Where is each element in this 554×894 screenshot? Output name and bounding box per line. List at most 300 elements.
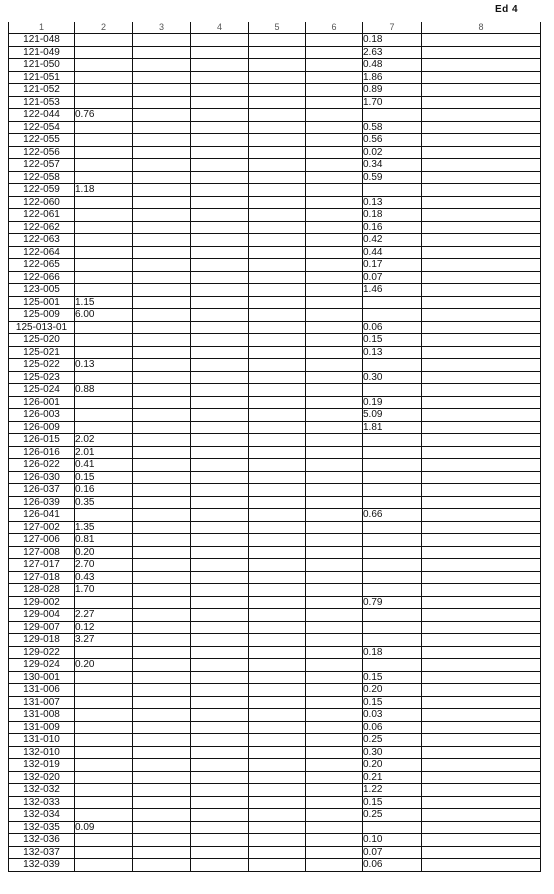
empty-cell [306,709,363,722]
row-code-cell: 130-001 [9,671,75,684]
column-header: 4 [191,22,249,34]
table-row [9,596,541,609]
empty-cell [306,634,363,647]
col7-value-cell [363,659,422,672]
col7-value-cell: 0.18 [363,209,422,222]
col2-value-cell [75,746,133,759]
table-row [9,259,541,272]
col7-value-cell [363,534,422,547]
col7-value-cell [363,459,422,472]
empty-cell [422,434,541,447]
empty-cell [249,196,306,209]
table-row [9,834,541,847]
empty-cell [133,509,191,522]
table-row [9,96,541,109]
col2-value-cell: 0.20 [75,546,133,559]
empty-cell [422,346,541,359]
empty-cell [306,334,363,347]
empty-cell [249,146,306,159]
empty-cell [422,696,541,709]
col7-value-cell: 0.30 [363,371,422,384]
col2-value-cell [75,646,133,659]
empty-cell [133,646,191,659]
empty-cell [191,59,249,72]
col2-value-cell [75,284,133,297]
empty-cell [422,409,541,422]
col7-value-cell: 0.19 [363,396,422,409]
empty-cell [191,196,249,209]
empty-cell [422,471,541,484]
empty-cell [249,646,306,659]
col7-value-cell [363,296,422,309]
col7-value-cell [363,359,422,372]
empty-cell [422,634,541,647]
empty-cell [422,546,541,559]
col7-value-cell: 0.07 [363,271,422,284]
empty-cell [422,784,541,797]
empty-cell [249,171,306,184]
row-code-cell: 132-036 [9,834,75,847]
empty-cell [306,171,363,184]
empty-cell [191,159,249,172]
table-row [9,759,541,772]
col2-value-cell: 1.15 [75,296,133,309]
col7-value-cell [363,184,422,197]
col2-value-cell [75,771,133,784]
empty-cell [249,121,306,134]
empty-cell [191,421,249,434]
row-code-cell: 128-028 [9,584,75,597]
empty-cell [133,846,191,859]
empty-cell [191,459,249,472]
col7-value-cell: 1.81 [363,421,422,434]
row-code-cell: 126-030 [9,471,75,484]
empty-cell [422,609,541,622]
empty-cell [306,159,363,172]
col7-value-cell: 0.15 [363,796,422,809]
empty-cell [191,534,249,547]
col7-value-cell: 0.89 [363,84,422,97]
empty-cell [249,421,306,434]
column-header: 6 [306,22,363,34]
col7-value-cell [363,634,422,647]
row-code-cell: 125-022 [9,359,75,372]
empty-cell [191,146,249,159]
col7-value-cell: 0.21 [363,771,422,784]
row-code-cell: 131-006 [9,684,75,697]
row-code-cell: 122-055 [9,134,75,147]
empty-cell [249,184,306,197]
empty-cell [191,321,249,334]
row-code-cell: 132-035 [9,821,75,834]
row-code-cell: 125-024 [9,384,75,397]
empty-cell [133,684,191,697]
col2-value-cell [75,421,133,434]
empty-cell [249,359,306,372]
empty-cell [422,671,541,684]
empty-cell [422,859,541,872]
column-header: 2 [75,22,133,34]
empty-cell [249,721,306,734]
header-row [9,22,541,34]
table-row [9,159,541,172]
table-row [9,359,541,372]
empty-cell [191,384,249,397]
table-row [9,646,541,659]
empty-cell [191,284,249,297]
col2-value-cell [75,146,133,159]
empty-cell [133,559,191,572]
empty-cell [133,746,191,759]
col2-value-cell [75,196,133,209]
table-row [9,146,541,159]
col2-value-cell: 0.20 [75,659,133,672]
col7-value-cell: 0.15 [363,671,422,684]
empty-cell [191,609,249,622]
row-code-cell: 126-003 [9,409,75,422]
empty-cell [249,496,306,509]
empty-cell [191,496,249,509]
empty-cell [306,309,363,322]
col2-value-cell: 0.43 [75,571,133,584]
table-row [9,109,541,122]
empty-cell [422,321,541,334]
empty-cell [191,46,249,59]
empty-cell [249,696,306,709]
col7-value-cell: 0.58 [363,121,422,134]
empty-cell [422,246,541,259]
table-row [9,459,541,472]
row-code-cell: 122-061 [9,209,75,222]
col2-value-cell: 0.76 [75,109,133,122]
empty-cell [133,109,191,122]
col7-value-cell: 0.20 [363,759,422,772]
row-code-cell: 126-039 [9,496,75,509]
empty-cell [422,484,541,497]
col7-value-cell: 0.66 [363,509,422,522]
row-code-cell: 125-009 [9,309,75,322]
col7-value-cell: 0.18 [363,646,422,659]
empty-cell [306,71,363,84]
col2-value-cell [75,96,133,109]
column-header: 3 [133,22,191,34]
empty-cell [306,596,363,609]
empty-cell [191,846,249,859]
empty-cell [249,109,306,122]
empty-cell [191,634,249,647]
col7-value-cell [363,496,422,509]
empty-cell [306,146,363,159]
col7-value-cell [363,571,422,584]
empty-cell [249,284,306,297]
col2-value-cell: 0.41 [75,459,133,472]
empty-cell [306,259,363,272]
empty-cell [422,71,541,84]
col7-value-cell: 0.18 [363,34,422,47]
col7-value-cell: 0.07 [363,846,422,859]
empty-cell [306,621,363,634]
empty-cell [422,446,541,459]
row-code-cell: 131-008 [9,709,75,722]
table-row [9,321,541,334]
table-row [9,334,541,347]
empty-cell [249,434,306,447]
empty-cell [306,834,363,847]
table-row [9,609,541,622]
col7-value-cell: 0.06 [363,859,422,872]
col2-value-cell [75,671,133,684]
empty-cell [133,446,191,459]
empty-cell [249,546,306,559]
empty-cell [306,496,363,509]
col2-value-cell [75,734,133,747]
empty-cell [191,484,249,497]
empty-cell [306,209,363,222]
table-row [9,134,541,147]
col2-value-cell: 2.02 [75,434,133,447]
column-header: 1 [9,22,75,34]
table-row [9,846,541,859]
col7-value-cell: 0.42 [363,234,422,247]
empty-cell [133,834,191,847]
empty-cell [133,609,191,622]
empty-cell [133,159,191,172]
empty-cell [133,234,191,247]
empty-cell [306,534,363,547]
empty-cell [133,671,191,684]
table-row [9,546,541,559]
col2-value-cell: 1.18 [75,184,133,197]
empty-cell [422,521,541,534]
col2-value-cell [75,759,133,772]
empty-cell [191,446,249,459]
empty-cell [249,346,306,359]
col7-value-cell [363,546,422,559]
empty-cell [422,584,541,597]
empty-cell [133,96,191,109]
empty-cell [191,659,249,672]
table-row [9,534,541,547]
empty-cell [422,221,541,234]
empty-cell [133,334,191,347]
empty-cell [306,396,363,409]
empty-cell [191,309,249,322]
col7-value-cell [363,609,422,622]
col7-value-cell: 0.25 [363,809,422,822]
empty-cell [249,846,306,859]
empty-cell [191,596,249,609]
col7-value-cell: 0.10 [363,834,422,847]
table-row [9,421,541,434]
empty-cell [133,796,191,809]
empty-cell [191,584,249,597]
table-row [9,121,541,134]
empty-cell [306,296,363,309]
row-code-cell: 129-002 [9,596,75,609]
col7-value-cell: 1.70 [363,96,422,109]
empty-cell [422,234,541,247]
col2-value-cell [75,784,133,797]
empty-cell [133,621,191,634]
row-code-cell: 125-021 [9,346,75,359]
empty-cell [249,671,306,684]
table-row [9,284,541,297]
empty-cell [306,346,363,359]
col2-value-cell [75,46,133,59]
empty-cell [422,684,541,697]
empty-cell [249,234,306,247]
empty-cell [249,409,306,422]
row-code-cell: 122-058 [9,171,75,184]
row-code-cell: 131-009 [9,721,75,734]
row-code-cell: 126-041 [9,509,75,522]
empty-cell [422,809,541,822]
col7-value-cell: 1.46 [363,284,422,297]
row-code-cell: 121-049 [9,46,75,59]
row-code-cell: 127-018 [9,571,75,584]
row-code-cell: 122-060 [9,196,75,209]
row-code-cell: 122-044 [9,109,75,122]
empty-cell [249,321,306,334]
table-row [9,734,541,747]
empty-cell [191,746,249,759]
empty-cell [191,734,249,747]
empty-cell [133,46,191,59]
empty-cell [249,659,306,672]
empty-cell [191,134,249,147]
col2-value-cell: 2.70 [75,559,133,572]
empty-cell [306,859,363,872]
table-row [9,434,541,447]
row-code-cell: 131-010 [9,734,75,747]
table-row [9,221,541,234]
table-row [9,521,541,534]
empty-cell [306,371,363,384]
table-row [9,559,541,572]
empty-cell [422,359,541,372]
empty-cell [249,596,306,609]
empty-cell [306,446,363,459]
empty-cell [249,859,306,872]
empty-cell [249,796,306,809]
col2-value-cell: 2.27 [75,609,133,622]
col7-value-cell [363,384,422,397]
empty-cell [422,534,541,547]
empty-cell [422,84,541,97]
col7-value-cell: 0.34 [363,159,422,172]
empty-cell [422,496,541,509]
table-row [9,471,541,484]
table-row [9,784,541,797]
col2-value-cell [75,71,133,84]
row-code-cell: 132-032 [9,784,75,797]
row-code-cell: 132-019 [9,759,75,772]
empty-cell [133,734,191,747]
empty-cell [306,196,363,209]
table-row [9,671,541,684]
empty-cell [306,546,363,559]
empty-cell [191,809,249,822]
empty-cell [133,384,191,397]
empty-cell [191,771,249,784]
empty-cell [249,771,306,784]
table-row [9,71,541,84]
empty-cell [133,809,191,822]
row-code-cell: 122-057 [9,159,75,172]
empty-cell [191,821,249,834]
empty-cell [191,271,249,284]
empty-cell [191,396,249,409]
empty-cell [191,34,249,47]
empty-cell [249,609,306,622]
col7-value-cell: 0.03 [363,709,422,722]
col2-value-cell: 6.00 [75,309,133,322]
empty-cell [191,784,249,797]
empty-cell [249,821,306,834]
table-row [9,384,541,397]
col2-value-cell [75,271,133,284]
empty-cell [133,821,191,834]
empty-cell [249,259,306,272]
empty-cell [249,571,306,584]
empty-cell [133,434,191,447]
empty-cell [191,671,249,684]
empty-cell [422,659,541,672]
table-row [9,234,541,247]
empty-cell [249,584,306,597]
empty-cell [306,584,363,597]
empty-cell [306,571,363,584]
row-code-cell: 129-007 [9,621,75,634]
col2-value-cell [75,846,133,859]
empty-cell [191,121,249,134]
empty-cell [422,209,541,222]
empty-cell [191,184,249,197]
empty-cell [249,809,306,822]
empty-cell [249,384,306,397]
empty-cell [133,34,191,47]
col2-value-cell [75,134,133,147]
row-code-cell: 125-013-01 [9,321,75,334]
empty-cell [422,259,541,272]
empty-cell [306,521,363,534]
col7-value-cell [363,446,422,459]
empty-cell [191,296,249,309]
empty-cell [249,34,306,47]
empty-cell [306,746,363,759]
empty-cell [306,271,363,284]
empty-cell [306,59,363,72]
col2-value-cell [75,234,133,247]
empty-cell [422,846,541,859]
empty-cell [422,771,541,784]
row-code-cell: 127-006 [9,534,75,547]
empty-cell [133,259,191,272]
empty-cell [133,134,191,147]
col2-value-cell [75,221,133,234]
col7-value-cell: 0.06 [363,321,422,334]
empty-cell [133,284,191,297]
empty-cell [133,221,191,234]
empty-cell [422,734,541,747]
col2-value-cell [75,596,133,609]
empty-cell [191,234,249,247]
row-code-cell: 121-052 [9,84,75,97]
col2-value-cell [75,709,133,722]
table-header [9,22,541,34]
empty-cell [249,759,306,772]
table-row [9,309,541,322]
